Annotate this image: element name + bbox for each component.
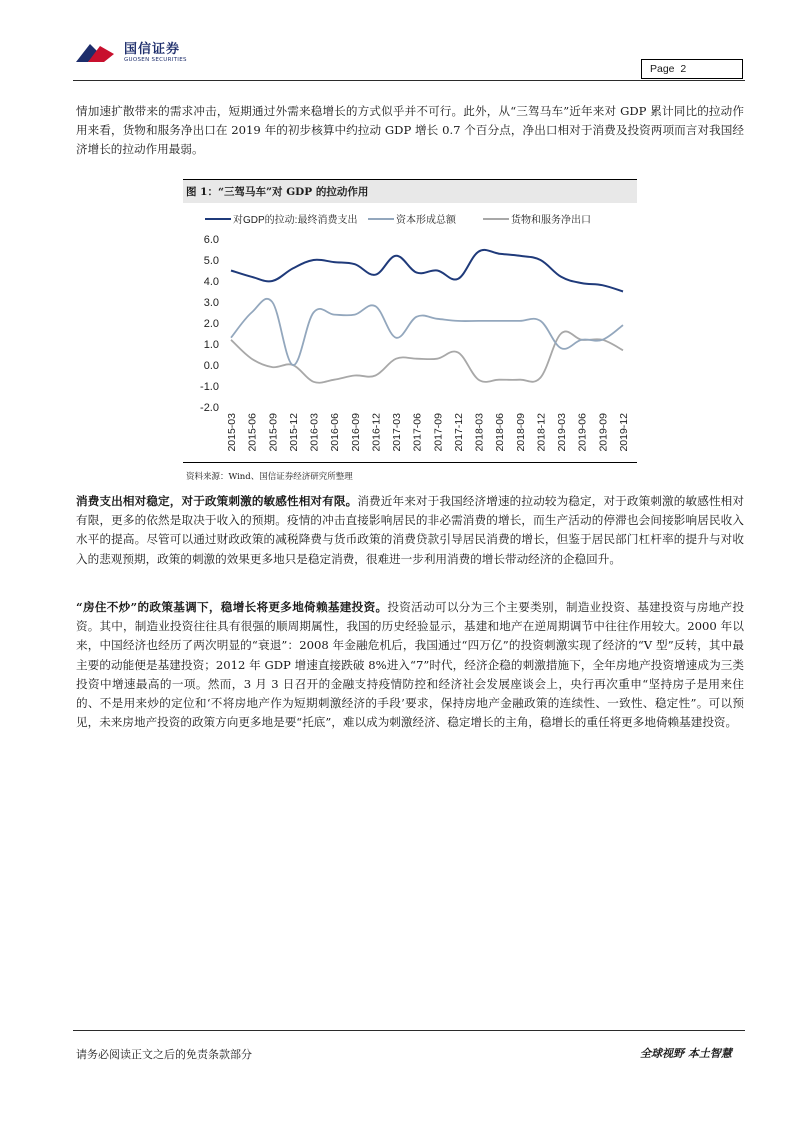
- x-tick-label: 2019-12: [618, 413, 630, 452]
- company-logo: [74, 36, 204, 68]
- logo-name-en: GUOSEN SECURITIES: [124, 57, 187, 63]
- header-divider: [73, 80, 745, 81]
- x-tick-label: 2018-03: [473, 413, 486, 452]
- y-tick-label: -2.0: [200, 402, 219, 414]
- x-tick-label: 2018-06: [494, 413, 507, 452]
- x-tick-label: 2019-06: [576, 413, 589, 452]
- y-tick-label: 5.0: [203, 255, 219, 267]
- x-tick-label: 2015-09: [267, 413, 280, 452]
- x-tick-label: 2015-03: [226, 413, 238, 452]
- x-tick-label: 2019-09: [597, 413, 610, 452]
- logo-name-cn: 国信证券: [124, 42, 181, 57]
- x-tick-label: 2015-12: [287, 413, 300, 452]
- y-tick-label: -1.0: [200, 381, 219, 393]
- paragraph-2-body: 消费近年来对于我国经济增速的拉动较为稳定，对于政策刺激的敏感性相对有限，更多的依然是取决于收入的预期。疫情的冲击直接影响居民的非必需消费的增长，而生产活动的停滞也会间接影响居民收入水平的提高。尽管可以通过财政政策的减税降费与货币政策的消费贷款引导居民消费的增长，但鉴于居民部门杠杆率的提升与对收入的悲观预期，政策的刺激的效果更多地只是稳定消费，很难进一步利用消费的增长带动经济的企稳回升。: [76, 494, 744, 566]
- paragraph-3: [76, 598, 744, 732]
- legend-label-1: 资本形成总额: [396, 215, 456, 226]
- figure-title: 图 1：“三驾马车”对 GDP 的拉动作用: [183, 179, 637, 203]
- legend-label-2: 货物和服务净出口: [511, 215, 591, 226]
- x-tick-label: 2018-12: [535, 413, 548, 452]
- x-tick-label: 2017-06: [411, 413, 424, 452]
- x-tick-label: 2019-03: [556, 413, 569, 452]
- y-tick-label: 1.0: [203, 339, 219, 351]
- paragraph-3-body: 投资活动可以分为三个主要类别，制造业投资、基建投资与房地产投资。其中，制造业投资往往具有很强的顺周期属性，我国的历史经验显示，基建和地产在逆周期调节中往往作用较大。2000 年以来，中国经济也经历了两次明显的“衰退”：2008 年金融危机后，我国通过“四万亿”的投资刺激实现了经济的“V 型”反转，其中最主要的动能便是基建投资；2012 年 GDP 增速直接跌破 8%进入“7”时代，经济企稳的刺激措施下，全年房地产投资增速成为三类投资中增速最高的一项。然而，3 月 3 日召开的金融支持疫情防控和经济社会发展座谈会上，央行再次重申“坚持房子是用来住的、不是用来炒的定位和‘不将房地产作为短期刺激经济的手段’要求，保持房地产金融政策的连续性、一致性、稳定性”。可以预见，未来房地产投资的政策方向更多地是要“托底”，难以成为刺激经济、稳定增长的主角，稳增长的重任将更多地倚赖基建投资。: [76, 600, 744, 730]
- gdp-contribution-chart: [183, 213, 637, 459]
- x-tick-label: 2016-09: [349, 413, 362, 452]
- series-line-2: [231, 331, 623, 382]
- y-tick-label: 0.0: [203, 360, 219, 372]
- page-indicator: [641, 59, 743, 79]
- figure-1: [183, 179, 637, 485]
- paragraph-1: 情加速扩散带来的需求冲击，短期通过外需来稳增长的方式似乎并不可行。此外，从“三驾马车”近年来对 GDP 累计同比的拉动作用来看，货物和服务净出口在 2019 年的初步核算中约拉动 GDP 增长 0.7 个百分点，净出口相对于消费及投资两项而言对我国经济增长的拉动作用最弱。: [76, 104, 744, 157]
- x-tick-label: 2016-12: [370, 413, 383, 452]
- x-tick-label: 2016-03: [308, 413, 321, 452]
- x-tick-label: 2017-03: [391, 413, 404, 452]
- footer-slogan: 全球视野 本土智慧: [640, 1047, 732, 1060]
- x-tick-label: 2018-09: [514, 413, 527, 452]
- y-tick-label: 6.0: [203, 234, 219, 246]
- page-number: 2: [680, 63, 687, 75]
- page-label: Page: [650, 63, 675, 75]
- y-tick-label: 4.0: [203, 276, 219, 288]
- paragraph-3-lead: “房住不炒”的政策基调下，稳增长将更多地倚赖基建投资。: [76, 600, 388, 614]
- paragraph-2: [76, 492, 744, 569]
- y-tick-label: 2.0: [203, 318, 219, 330]
- logo-mark-icon: [74, 36, 118, 68]
- footer-disclaimer: 请务必阅读正文之后的免责条款部分: [76, 1048, 252, 1061]
- series-line-0: [231, 250, 623, 292]
- footer-divider: [73, 1030, 745, 1031]
- x-tick-label: 2017-12: [452, 413, 465, 452]
- x-tick-label: 2017-09: [432, 413, 445, 452]
- x-tick-label: 2015-06: [246, 413, 259, 452]
- paragraph-2-lead: 消费支出相对稳定，对于政策刺激的敏感性相对有限。: [76, 494, 358, 508]
- legend-label-0: 对GDP的拉动:最终消费支出: [233, 215, 358, 226]
- figure-divider: [183, 462, 637, 463]
- figure-source: 资料来源：Wind、国信证券经济研究所整理: [186, 472, 353, 482]
- y-tick-label: 3.0: [203, 297, 219, 309]
- x-tick-label: 2016-06: [329, 413, 342, 452]
